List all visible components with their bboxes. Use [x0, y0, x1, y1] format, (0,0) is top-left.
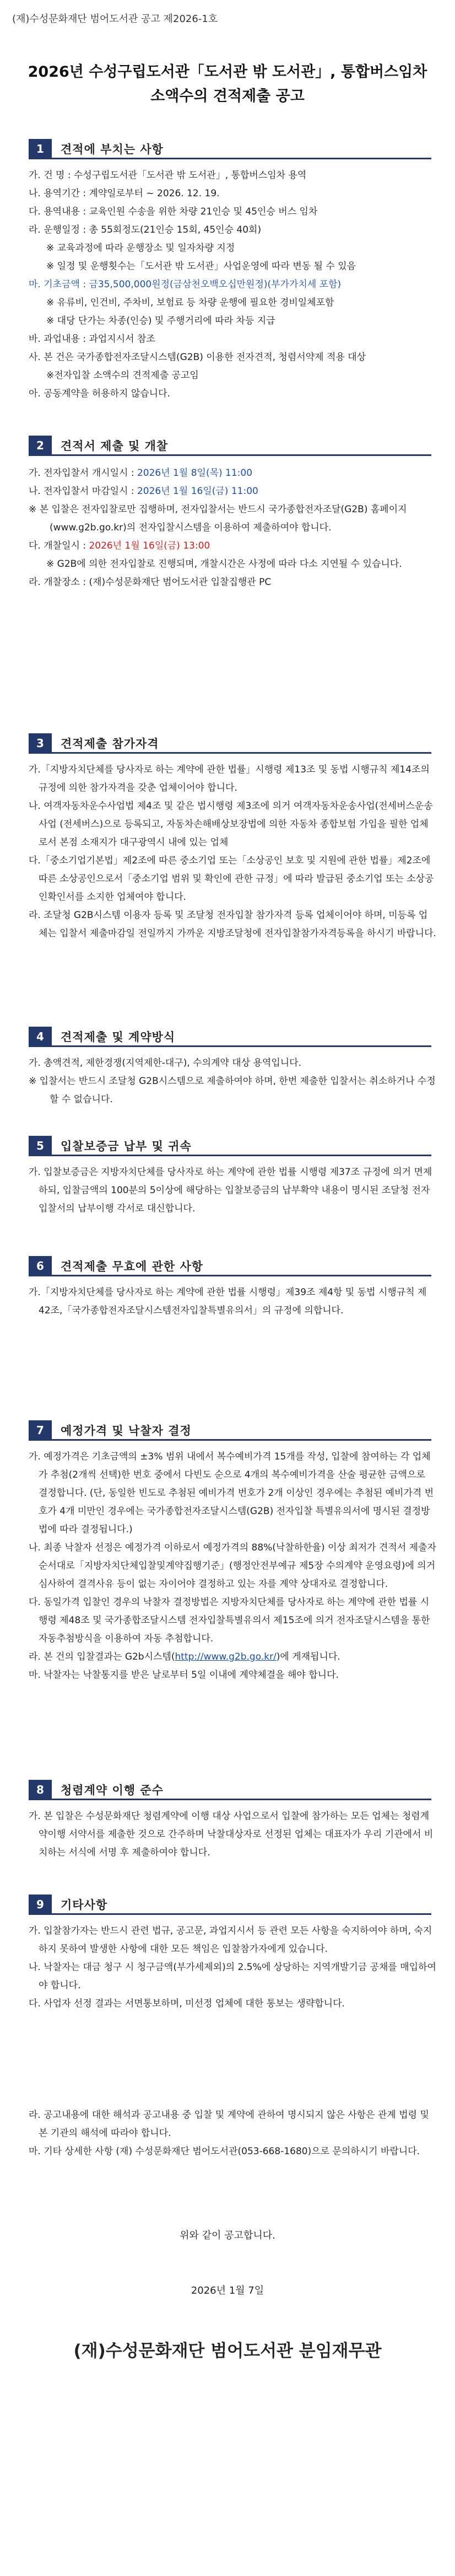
section-2-header [29, 436, 436, 455]
section-8-header [29, 1780, 436, 1800]
text-line: 라. 공고내용에 대한 해석과 공고내용 중 입찰 및 계약에 관하여 명시되지 않은 사항은 관계 법령 및 본 기관의 해석에 따라야 합니다. [29, 2110, 429, 2139]
text-line: 다. 사업자 선정 결과는 서면통보하며, 미선정 업체에 대한 통보는 생략합니다. [29, 1998, 345, 2009]
notice-title-line1: 2026년 수성구립도서관「도서관 밖 도서관」, 통합버스임차 [28, 63, 427, 80]
text-line: 다. 개찰일시 : 2026년 1월 16일(금) 13:00 [29, 540, 210, 551]
text-line: 나. 최종 낙찰자 선정은 예정가격 이하로서 예정가격의 88%(낙찰하한율) 이상 최저가 견적서 제출자 순서대로「지방자치단체입찰및계약집행기준」(행정안전부예규 제5장 수의계약 운영요령)에 의거 심사하여 결격사유 등이 없는 자이어야 결정하고 있는 자를 계약 상대자로 결정합니다. [29, 1542, 436, 1590]
section-number: 1 [29, 139, 52, 159]
opening-datetime: 2026년 1월 16일(금) 13:00 [89, 540, 210, 551]
text-line: 마. 낙찰자는 낙찰통지를 받은 날로부터 5일 이내에 계약체결을 해야 합니다. [29, 1670, 339, 1681]
text-line: 다.「중소기업기본법」제2조에 따른 중소기업 또는「소상공인 보호 및 지원에 관한 법률」제2조에 따른 소상공인으로서「중소기업 범위 및 확인에 관한 규정」에 따라 발급된 중소기업 또는 소상공인확인서를 소지한 업체여야 합니다. [29, 855, 434, 903]
text-line: 가.「지방자치단체를 당사자로 하는 계약에 관한 법률 시행령」제39조 제4항 및 동법 시행규칙 제42조,「국가종합전자조달시스템전자입찰특별유의서」의 규정에 의합니다. [29, 1287, 427, 1316]
note-line: ※ G2B에 의한 전자입찰로 진행되며, 개찰시간은 사정에 따라 다소 지연될 수 있습니다. [46, 559, 402, 570]
section-number: 9 [29, 1895, 52, 1915]
notice-date: 2026년 1월 7일 [191, 2285, 264, 2296]
open-datetime: 2026년 1월 8일(목) 11:00 [137, 468, 253, 479]
section-9-header [29, 1895, 436, 1914]
section-title: 견적에 부치는 사항 [61, 143, 164, 156]
note-line: ※ 본 입찰은 전자입찰로만 집행하며, 전자입찰서는 반드시 국가종합전자조달(G2B) 홈페이지(www.g2b.go.kr)의 전자입찰시스템을 이용하여 제출하여야 합니다. [29, 504, 407, 533]
text-line: 사. 본 건은 국가종합전자조달시스템(G2B) 이용한 전자견적, 청렴서약제 적용 대상 [29, 352, 366, 363]
notice-title-line2: 소액수의 견적제출 공고 [150, 88, 305, 105]
g2b-link[interactable]: http://www.g2b.go.kr/ [175, 1651, 277, 1662]
close-datetime: 2026년 1월 16일(금) 11:00 [137, 486, 258, 497]
text-line: 마. 기타 상세한 사항 (재) 수성문화재단 범어도서관(053-668-1680)으로 문의하시기 바랍니다. [29, 2146, 420, 2157]
text-line: 아. 공동계약을 허용하지 않습니다. [29, 388, 170, 399]
text-line: 나. 낙찰자는 대금 청구 시 청구금액(부가세제외)의 2.5%에 상당하는 지역개발기금 공채를 매입하여야 합니다. [29, 1962, 436, 1991]
text-line: 나. 여객자동차운수사업법 제4조 및 같은 법시행령 제3조에 의거 여객자동차운송사업(전세버스운송사업 (전세버스)으로 등록되고, 자동차손해배상보장법에 의한 자동차 종합보험 가입을 필한 업체로서 본점 소재지가 대구광역시 내에 있는 업체 [29, 801, 433, 848]
text-line: 다. 용역내용 : 교육인원 수송을 위한 차량 21인승 및 45인승 버스 임차 [29, 206, 318, 217]
section-9-body-cont [29, 2106, 436, 2161]
section-title: 견적서 제출 및 개찰 [61, 439, 169, 453]
section-number: 2 [29, 436, 52, 456]
note-line: ※ 교육과정에 따라 운행장소 및 일자차량 지정 [46, 243, 235, 254]
section-title: 견적제출 및 계약방식 [61, 1031, 176, 1044]
section-8-body [29, 1807, 436, 1862]
section-7-body [29, 1448, 436, 1684]
text-line: 바. 과업내용 : 과업지시서 참조 [29, 334, 155, 345]
section-4-body [29, 1054, 436, 1109]
section-title: 입찰보증금 납부 및 귀속 [61, 1140, 192, 1153]
text-line: 라. 개찰장소 : (재)수성문화재단 범어도서관 입찰집행관 PC [29, 577, 272, 588]
section-title: 견적제출 무효에 관한 사항 [61, 1260, 204, 1273]
text-line: 라. 본 건의 입찰결과는 G2b시스템(http://www.g2b.go.kr/)에 게재됩니다. [29, 1651, 340, 1662]
issuing-organization: (재)수성문화재단 범어도서관 분임재무관 [73, 2341, 382, 2361]
section-1-body [29, 167, 436, 403]
text-line: 가. 입찰보증금은 지방자치단체를 당사자로 하는 계약에 관한 법률 시행령 제37조 규정에 의거 면제하되, 입찰금액의 100분의 5이상에 해당하는 입찰보증금의 납부확약 내용이 명시된 조달청 전자입찰서의 납부이행 각서로 대신합니다. [29, 1167, 432, 1214]
text-line: 가. 본 입찰은 수성문화재단 청렴계약에 이행 대상 사업으로서 입찰에 참가하는 모든 업체는 청렴계약이행 서약서를 제출한 것으로 간주하며 낙찰대상자로 선정된 업체는 대표자가 우리 기관에서 비치하는 서식에 서명 후 제출하여야 합니다. [29, 1811, 434, 1858]
note-line: ※ 대당 단가는 차종(인승) 및 주행거리에 따라 차등 지급 [46, 315, 275, 326]
text-line: 가. 예정가격은 기초금액의 ±3% 범위 내에서 복수예비가격 15개를 작성, 입찰에 참여하는 각 업체가 추첨(2개씩 선택)한 번호 중에서 다빈도 순으로 4개의 복수예비가격을 산술 평균한 금액으로 결정합니다. (단, 동일한 빈도로 추첨된 예비가격 번호가 2개 이상인 경우에는 추첨된 예비가격 번호가 4개 미만인 경우에는 국가종합전자조달시스템(G2B) 전자입찰 특별유의서에 명시된 결정방법에 따라 결정됩니다.) [29, 1451, 434, 1535]
section-9-body [29, 1922, 436, 2013]
section-4-header [29, 1027, 436, 1046]
text-line: 라. 운행일정 : 총 55회정도(21인승 15회, 45인승 40회) [29, 224, 262, 235]
note-line: ※ 일정 및 운행횟수는「도서관 밖 도서관」사업운영에 따라 변동 될 수 있음 [46, 261, 356, 272]
section-5-header [29, 1136, 436, 1156]
section-2-body [29, 464, 436, 592]
section-number: 5 [29, 1136, 52, 1156]
section-1-header [29, 139, 436, 159]
section-number: 4 [29, 1027, 52, 1047]
text-line: 나. 전자입찰서 마감일시 : 2026년 1월 16일(금) 11:00 [29, 486, 258, 497]
text-line: 가. 건 명 : 수성구립도서관「도서관 밖 도서관」, 통합버스임차 용역 [29, 170, 307, 181]
section-3-body [29, 761, 436, 943]
section-3-header [29, 733, 436, 753]
note-line: ※전자입찰 소액수의 견적제출 공고임 [46, 370, 199, 381]
section-number: 6 [29, 1256, 52, 1276]
text-line: 나. 용역기간 : 계약일로부터 ~ 2026. 12. 19. [29, 188, 220, 199]
section-title: 기타사항 [61, 1898, 108, 1912]
text-line: 가. 전자입찰서 개시일시 : 2026년 1월 8일(목) 11:00 [29, 468, 253, 479]
section-title: 예정가격 및 낙찰자 결정 [61, 1424, 192, 1437]
base-amount: 마. 기초금액 : 금35,500,000원정(금삼천오백오십만원정)(부가가치세 포함) [29, 279, 342, 290]
section-6-body [29, 1284, 436, 1320]
text-line: 가.「지방자치단체를 당사자로 하는 계약에 관한 법률」시행령 제13조 및 동법 시행규칙 제14조의 규정에 의한 참가자격을 갖춘 업체이어야 합니다. [29, 764, 430, 793]
text-line: 가. 총액견적, 제한경쟁(지역제한-대구), 수의계약 대상 용역입니다. [29, 1058, 302, 1069]
section-5-body [29, 1163, 436, 1218]
section-6-header [29, 1256, 436, 1276]
section-number: 3 [29, 733, 52, 754]
closing-statement: 위와 같이 공고합니다. [180, 2230, 275, 2241]
section-7-header [29, 1420, 436, 1440]
section-title: 청렴계약 이행 준수 [61, 1784, 164, 1797]
note-line: ※ 입찰서는 반드시 조달청 G2B시스템으로 제출하여야 하며, 한번 제출한 입찰서는 취소하거나 수정할 수 없습니다. [29, 1076, 436, 1105]
note-line: ※ 유류비, 인건비, 주차비, 보험료 등 차량 운행에 필요한 경비일체포함 [46, 297, 334, 308]
text-line: 라. 조달청 G2B시스템 이용자 등록 및 조달청 전자입찰 참가자격 등록 업체이어야 하며, 미등록 업체는 입찰서 제출마감일 전일까지 가까운 지방조달청에 전자입찰참가자격등록을 하시기 바랍니다. [29, 910, 436, 939]
section-title: 견적제출 참가자격 [61, 737, 159, 750]
section-number: 8 [29, 1780, 52, 1800]
section-number: 7 [29, 1420, 52, 1441]
text-line: 가. 입찰참가자는 반드시 관련 법규, 공고문, 과업지시서 등 관련 모든 사항을 숙지하여야 하며, 숙지하지 못하여 발생한 사항에 대한 모든 책임은 입찰참가자에게 있습니다. [29, 1925, 432, 1955]
notice-number: (재)수성문화재단 범어도서관 공고 제2026-1호 [12, 13, 218, 25]
text-line: 다. 동일가격 입찰인 경우의 낙찰자 결정방법은 지방자치단체를 당사자로 하는 계약에 관한 법률 시행령 제48조 및 국가종합조달시스템 전자입찰특별유의서 제15조에 의거 전자조달시스템을 통한 자동추첨방식을 이용하여 자동 추첨합니다. [29, 1597, 430, 1644]
